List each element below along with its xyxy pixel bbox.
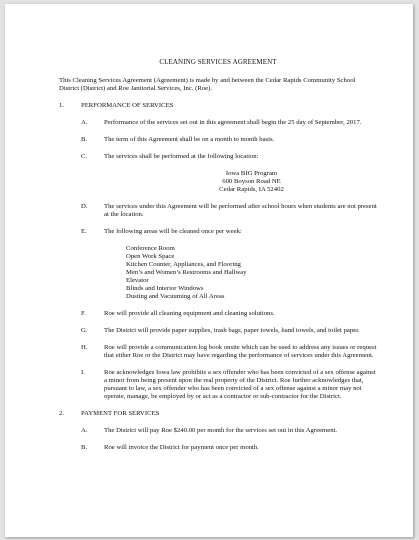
item-text: The term of this Agreement shall be on a month to month basis. [104, 136, 275, 143]
list-item [59, 327, 377, 335]
section-number: 2. [59, 410, 65, 417]
area-item: Blinds and Interior Windows [126, 285, 204, 292]
item-letter: G. [81, 327, 88, 334]
item-letter: B. [81, 444, 88, 451]
section-title: PERFORMANCE OF SERVICES [81, 102, 174, 109]
item-letter: C. [81, 153, 88, 160]
intro-paragraph: This Cleaning Services Agreement (Agreement) is made by and between the Cedar Rapids Community School District (District) and Roe Janitorial Services, Inc. (Roe). [59, 77, 356, 92]
document-content [59, 58, 377, 461]
list-item [59, 119, 377, 127]
area-item: Open Work Space [126, 253, 175, 260]
list-item [59, 369, 377, 401]
item-text: Roe will provide all cleaning equipment and cleaning solutions. [104, 310, 275, 317]
section-title: PAYMENT FOR SERVICES [81, 410, 160, 417]
item-letter: E. [81, 228, 87, 235]
list-item [59, 153, 377, 161]
item-letter: I. [81, 369, 85, 376]
item-text: The services shall be performed at the following location: [104, 153, 259, 160]
section-number: 1. [59, 102, 65, 109]
address-line: Cedar Rapids, IA 52402 [219, 186, 284, 193]
area-item: Kitchen Counter, Appliances, and Flooring [126, 261, 241, 268]
list-item [59, 344, 377, 360]
area-item: Men’s and Women’s Restrooms and Hallway [126, 269, 247, 276]
item-text: The District will pay Roe $240.00 per month for the services set out in this Agreement. [104, 427, 338, 434]
item-letter: A. [81, 427, 88, 434]
item-letter: A. [81, 119, 88, 126]
list-item [59, 310, 377, 318]
item-text: The services under this Agreement will be performed after school hours when students are not present at the location. [104, 203, 377, 218]
section-heading [59, 102, 377, 110]
address-line: 600 Boyson Road NE [222, 178, 281, 185]
list-item [59, 136, 377, 144]
item-text: Roe will provide a communication log book onsite which can be used to address any issues or request that either Roe or the District may have regarding the performance of services under this Agreement. [104, 344, 377, 359]
document-title: CLEANING SERVICES AGREEMENT [159, 58, 277, 66]
item-letter: F. [81, 310, 86, 317]
area-item: Elevator [126, 277, 149, 284]
document-page [5, 4, 413, 537]
item-letter: H. [81, 344, 88, 351]
address-line: Iowa BIG Program [225, 170, 278, 177]
cleaning-areas-list [126, 245, 377, 301]
list-item [59, 444, 377, 452]
list-item [59, 203, 377, 219]
location-address [126, 170, 377, 194]
item-text: Roe will invoice the District for payment once per month. [104, 444, 259, 451]
item-text: The District will provide paper supplies, trash bags, paper towels, hand towels, and toilet paper. [104, 327, 360, 334]
area-item: Conference Room [126, 245, 175, 252]
area-item: Dusting and Vacuuming of All Areas [126, 293, 225, 300]
item-letter: D. [81, 203, 88, 210]
item-letter: B. [81, 136, 88, 143]
section-heading [59, 410, 377, 418]
item-text: The following areas will be cleaned once per week: [104, 228, 242, 235]
list-item [59, 228, 377, 236]
item-text: Performance of the services set out in this agreement shall begin the 25 day of September, 2017. [104, 119, 362, 126]
list-item [59, 427, 377, 435]
item-text: Roe acknowledges Iowa law prohibits a sex offender who has been convicted of a sex offense against a minor from being present upon the real property of the District. Roe further acknowledges that, pursuant to law, a sex offender who has been convicted of a sex offense against a minor may not operate, manage, be employed by or act as a contractor or sub-contractor for the District. [104, 369, 376, 400]
